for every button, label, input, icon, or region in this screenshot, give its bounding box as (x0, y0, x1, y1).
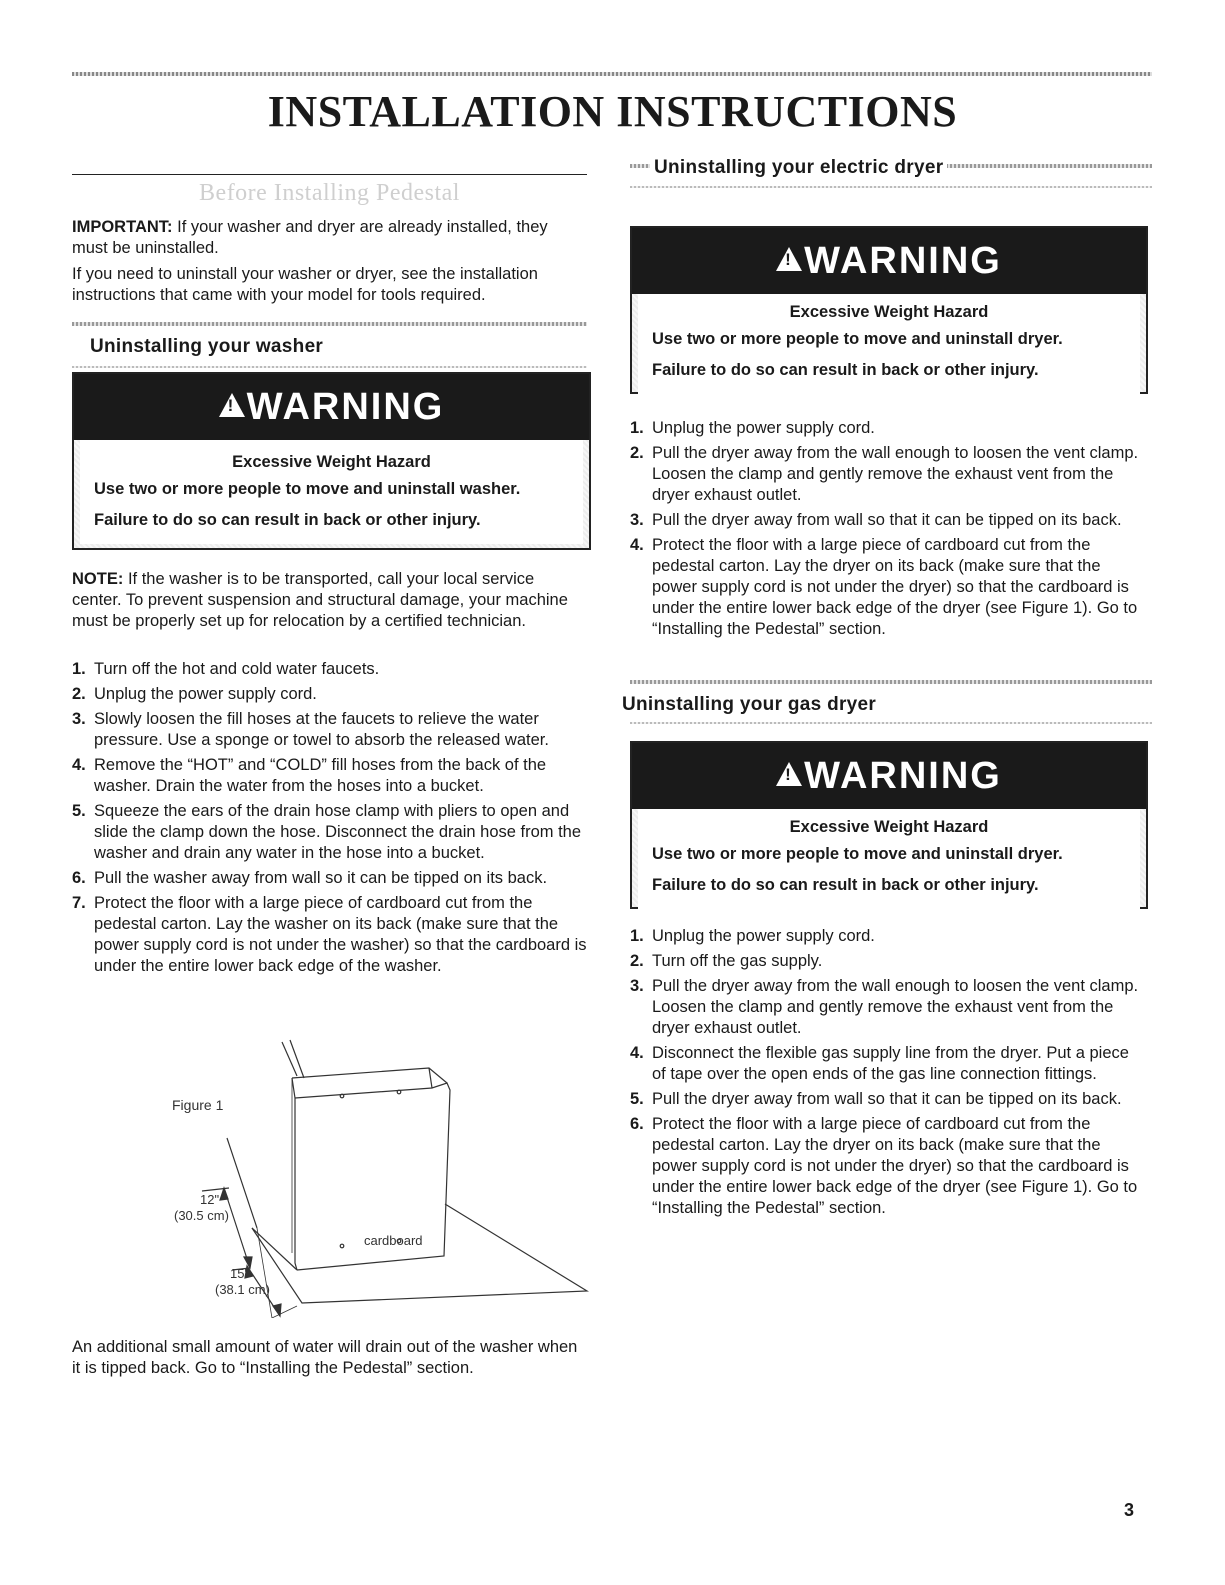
tools-paragraph: If you need to uninstall your washer or dryer, see the installation instructions that came with your model for tools required. (72, 265, 538, 304)
subhead-rule-top (72, 322, 587, 326)
warning-line-1: Use two or more people to move and uninstall dryer. (652, 845, 1063, 863)
top-rule (72, 72, 1152, 76)
washer-warning-box (72, 372, 591, 550)
warning-bar (632, 228, 1146, 294)
list-item: 4. Protect the floor with a large piece of cardboard cut from the pedestal carton. Lay the dryer on its back (make sure that the power supply cord is not under the dryer) so that the cardboard is under the entire lower back edge of the dryer (see Figure 1). Go to “Installing the Pedestal” section. (630, 536, 1138, 638)
closing-paragraph: An additional small amount of water will drain out of the washer when it is tipped back. Go to “Installing the Pedestal” section. (72, 1338, 578, 1377)
warning-hazard: Excessive Weight Hazard (232, 453, 431, 471)
note-text: If the washer is to be transported, call your local service center. To prevent suspension and structural damage, your machine must be properly set up for relocation by a certified technician. (72, 570, 568, 630)
list-item: 6. Pull the washer away from wall so it can be tipped on its back. (72, 869, 548, 887)
list-item: 1. Unplug the power supply cord. (630, 927, 875, 945)
dimension-12-cm: (30.5 cm) (174, 1208, 229, 1223)
washer-cardboard-diagram (132, 1038, 592, 1318)
page-number: 3 (1124, 1500, 1135, 1520)
gas-warning-box (630, 741, 1148, 909)
electric-dryer-heading: Uninstalling your electric dryer (650, 157, 947, 179)
subhead-rule-bottom (72, 366, 587, 368)
warning-body (80, 440, 583, 544)
important-text: If your washer and dryer are already installed, they must be uninstalled. (72, 218, 548, 257)
washer-steps (72, 659, 587, 981)
list-item: 3. Pull the dryer away from wall so that it can be tipped on its back. (630, 511, 1122, 529)
warning-hazard: Excessive Weight Hazard (789, 818, 989, 836)
gas-dryer-heading: Uninstalling your gas dryer (622, 694, 877, 715)
warning-triangle-icon (776, 247, 802, 271)
warning-bar (74, 374, 589, 440)
figure-label: Figure 1 (172, 1097, 224, 1113)
list-item: 2. Pull the dryer away from the wall enough to loosen the vent clamp. Loosen the clamp and gently remove the exhaust vent from the dryer exhaust outlet. (630, 444, 1139, 504)
gas-steps (630, 926, 1144, 1223)
figure-1 (132, 1038, 592, 1318)
important-label: IMPORTANT: (72, 218, 173, 236)
electric-steps (630, 418, 1144, 644)
list-item: 2. Turn off the gas supply. (630, 952, 823, 970)
warning-word: WARNING (246, 386, 445, 428)
warning-bar (632, 743, 1146, 809)
warning-line-2: Failure to do so can result in back or other injury. (94, 511, 481, 529)
warning-word: WARNING (804, 240, 1002, 282)
subhead-rule-top (630, 680, 1152, 684)
cardboard-label: cardboard (364, 1233, 423, 1248)
warning-line-2: Failure to do so can result in back or other injury. (652, 361, 1039, 379)
warning-triangle-icon (219, 393, 245, 417)
warning-line-2: Failure to do so can result in back or other injury. (652, 876, 1039, 894)
list-item: 1. Turn off the hot and cold water faucets. (72, 660, 380, 678)
page-title: INSTALLATION INSTRUCTIONS (267, 87, 958, 136)
subhead-rule-bottom (630, 186, 1152, 188)
section-rule (72, 174, 587, 175)
dimension-15-in: 15" (230, 1266, 250, 1281)
subhead-rule-bottom (630, 722, 1152, 724)
note-paragraph (72, 569, 587, 632)
warning-hazard: Excessive Weight Hazard (789, 303, 989, 321)
list-item: 2. Unplug the power supply cord. (72, 685, 317, 703)
list-item: 3. Slowly loosen the fill hoses at the faucets to relieve the water pressure. Use a sponge or towel to absorb the released water. (72, 710, 549, 749)
note-label: NOTE: (72, 570, 124, 588)
list-item: 1. Unplug the power supply cord. (630, 419, 875, 437)
list-item: 5. Pull the dryer away from wall so that it can be tipped on its back. (630, 1090, 1122, 1108)
list-item: 6. Protect the floor with a large piece of cardboard cut from the pedestal carton. Lay the dryer on its back (make sure that the power supply cord is not under the dryer) so that the cardboard is under the entire lower back edge of the dryer (see Figure 1). Go to “Installing the Pedestal” section. (630, 1115, 1138, 1217)
warning-body (638, 809, 1140, 909)
list-item: 5. Squeeze the ears of the drain hose clamp with pliers to open and slide the clamp down the hose. Disconnect the drain hose from the washer and drain any water in the hose into a bucket. (72, 802, 582, 862)
section-title: Before Installing Pedestal (199, 180, 460, 206)
list-item: 4. Remove the “HOT” and “COLD” fill hoses from the back of the washer. Drain the water from the hoses into a bucket. (72, 756, 547, 795)
warning-word: WARNING (804, 755, 1002, 797)
electric-warning-box (630, 226, 1148, 394)
dimension-12-in: 12" (200, 1192, 220, 1207)
list-item: 3. Pull the dryer away from the wall enough to loosen the vent clamp. Loosen the clamp and gently remove the exhaust vent from the dryer exhaust outlet. (630, 977, 1139, 1037)
warning-line-1: Use two or more people to move and uninstall dryer. (652, 330, 1063, 348)
warning-triangle-icon (776, 762, 802, 786)
dimension-15-cm: (38.1 cm) (215, 1282, 270, 1297)
warning-line-1: Use two or more people to move and uninstall washer. (94, 480, 521, 498)
list-item: 7. Protect the floor with a large piece of cardboard cut from the pedestal carton. Lay the washer on its back (make sure that the power supply cord is not under the washer) so that the cardboard is under the entire lower back edge of the washer. (72, 894, 587, 975)
washer-heading: Uninstalling your washer (90, 336, 324, 357)
list-item: 4. Disconnect the flexible gas supply line from the dryer. Put a piece of tape over the open ends of the gas line connection fittings. (630, 1044, 1129, 1083)
warning-body (638, 294, 1140, 394)
important-paragraph (72, 217, 587, 259)
